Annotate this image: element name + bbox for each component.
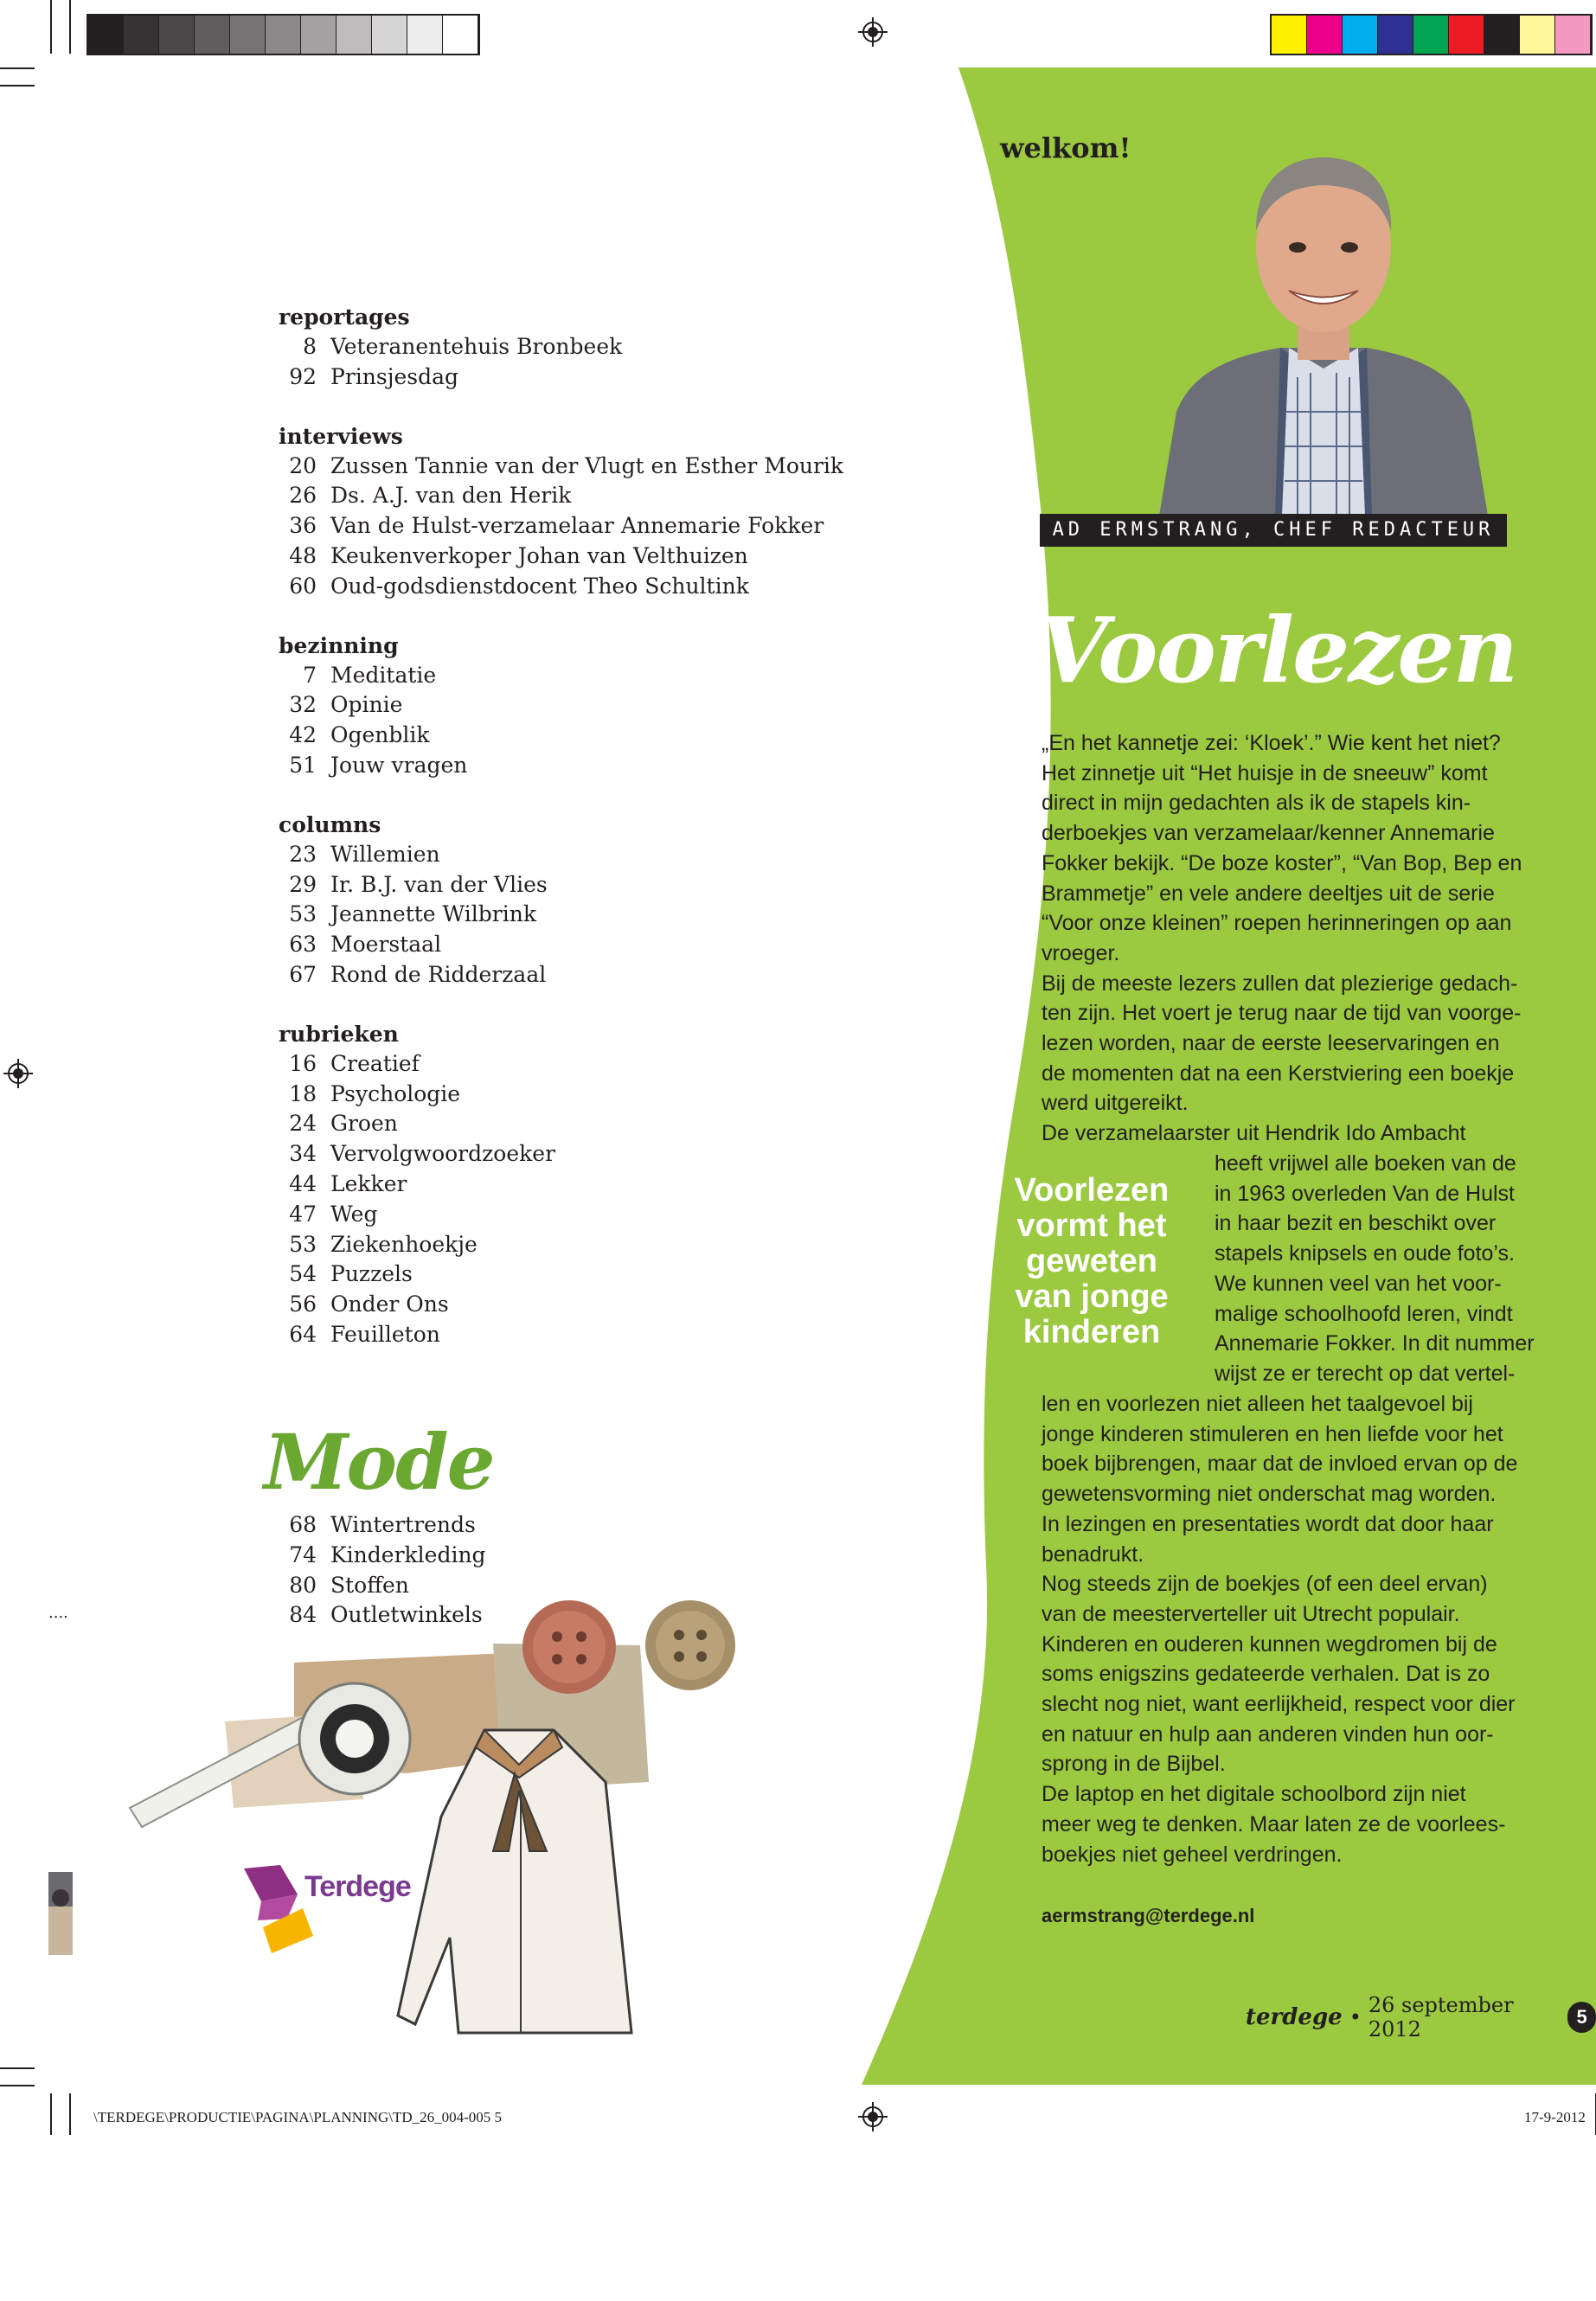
color-swatch <box>1307 16 1343 54</box>
grayscale-swatch <box>195 16 230 54</box>
color-swatch <box>1520 16 1555 54</box>
toc-section <box>279 303 884 393</box>
toc-page-number: 23 <box>289 841 317 867</box>
toc-entry-title: Keukenverkoper Johan van Velthuizen <box>330 542 748 568</box>
grayscale-swatch <box>88 16 124 54</box>
body-line: in 1963 overleden Van de Hulst <box>1215 1181 1515 1206</box>
body-line: de momenten dat na een Kerstviering een boekje <box>1042 1061 1515 1086</box>
crop-mark <box>0 85 35 87</box>
slug-path: \TERDEGE\PRODUCTIE\PAGINA\PLANNING\TD_26_004-005 5 <box>93 2109 503 2125</box>
toc-page-number: 18 <box>289 1080 317 1106</box>
toc-entry[interactable] <box>279 1320 884 1350</box>
pull-quote-line: Voorlezen <box>1014 1172 1170 1208</box>
toc-entry-title: Ir. B.J. van der Vlies <box>330 871 548 897</box>
toc-entry-title: Wintertrends <box>330 1512 476 1537</box>
toc-entry-title: Feuilleton <box>330 1321 440 1347</box>
body-line: „En het kannetje zei: ‘Kloek’.” Wie kent het niet? <box>1042 731 1501 755</box>
toc-entry-title: Ds. A.J. van den Herik <box>330 483 572 509</box>
color-swatch <box>1378 16 1413 54</box>
toc-page-number: 51 <box>289 752 317 778</box>
toc-page-number: 16 <box>289 1050 317 1076</box>
color-swatch <box>1272 16 1307 54</box>
toc-entry-title: Stoffen <box>330 1572 409 1598</box>
grayscale-swatch <box>372 16 407 54</box>
toc-entry-title: Veteranentehuis Bronbeek <box>330 334 623 359</box>
toc-page-number: 63 <box>289 932 317 958</box>
toc-entry-title: Van de Hulst-verzamelaar Annemarie Fokker <box>330 513 824 539</box>
toc-entry-title: Puzzels <box>330 1261 413 1287</box>
toc-entry[interactable] <box>279 1109 884 1139</box>
color-swatch <box>1484 16 1520 54</box>
toc-page-number: 47 <box>289 1201 317 1227</box>
crop-mark <box>50 2093 52 2135</box>
toc-entry[interactable] <box>279 870 884 901</box>
toc-entry-title: Vervolgwoordzoeker <box>330 1141 556 1167</box>
toc-entry-title: Creatief <box>330 1050 420 1076</box>
toc-entry[interactable] <box>279 751 884 781</box>
toc-page-number: 34 <box>289 1141 317 1167</box>
mode-title: Mode <box>264 1417 494 1507</box>
crop-mark <box>50 0 52 54</box>
body-line: slecht nog niet, want eerlijkheid, respect voor dier <box>1042 1692 1516 1717</box>
toc-section <box>279 1020 884 1350</box>
grayscale-swatch <box>159 16 195 54</box>
toc-entry-title: Onder Ons <box>330 1292 449 1317</box>
toc-page-number: 42 <box>289 722 317 748</box>
toc-entry[interactable] <box>279 1259 884 1290</box>
toc-page-number: 53 <box>289 1231 317 1257</box>
body-line: stapels knipsels en oude foto’s. <box>1215 1241 1515 1266</box>
body-line: in haar bezit en beschikt over <box>1215 1211 1497 1236</box>
toc-entry[interactable] <box>279 332 884 362</box>
toc-page-number: 56 <box>289 1292 317 1317</box>
body-line: boekjes niet geheel verdringen. <box>1042 1842 1343 1867</box>
toc-page-number: 20 <box>289 452 317 478</box>
toc-entry[interactable] <box>279 1510 486 1541</box>
toc-page-number: 74 <box>289 1541 317 1567</box>
toc-entry-title: Zussen Tannie van der Vlugt en Esther Mourik <box>330 452 844 478</box>
pull-quote <box>1005 1173 1178 1350</box>
toc-entry-title: Weg <box>330 1201 378 1227</box>
toc-entry[interactable] <box>279 690 884 721</box>
toc-entry-title: Outletwinkels <box>330 1602 483 1628</box>
toc-entry-title: Kinderkleding <box>330 1541 486 1567</box>
crop-mark <box>0 2067 35 2069</box>
toc-entry[interactable] <box>279 1230 884 1260</box>
toc-page-number: 48 <box>289 542 317 568</box>
body-line: Bij de meeste lezers zullen dat plezierige gedach- <box>1042 971 1518 996</box>
toc-entry-title: Willemien <box>330 841 440 867</box>
body-line: ten zijn. Het voert je terug naar de tijd van voorge- <box>1042 1001 1522 1026</box>
body-line: Annemarie Fokker. In dit nummer <box>1215 1331 1535 1356</box>
toc-entry[interactable] <box>279 960 884 990</box>
body-line: Brammetje” en vele andere deeltjes uit de serie <box>1042 881 1495 906</box>
toc-page-number: 92 <box>289 363 317 389</box>
slug-date: 17-9-2012 <box>1524 2109 1586 2125</box>
body-line: jonge kinderen stimuleren en hen liefde voor het <box>1042 1421 1503 1446</box>
toc-entry[interactable] <box>279 900 884 930</box>
body-line: Fokker bekijk. “De boze koster”, “Van Bop, Bep en <box>1042 850 1522 875</box>
editorial-body-mid <box>1215 1149 1571 1389</box>
toc-entry[interactable] <box>279 511 884 542</box>
crop-mark <box>0 67 35 69</box>
toc-entry[interactable] <box>279 661 884 691</box>
toc-section-heading: bezinning <box>279 632 399 658</box>
color-swatch <box>1413 16 1449 54</box>
toc-entry[interactable] <box>279 542 884 572</box>
color-swatch <box>1343 16 1378 54</box>
grayscale-swatch <box>266 16 301 54</box>
color-swatch <box>1555 16 1591 54</box>
grayscale-swatch <box>124 16 159 54</box>
registration-mark-icon <box>3 1059 33 1088</box>
body-line: De laptop en het digitale schoolbord zijn niet <box>1042 1782 1466 1807</box>
crop-mark <box>0 2085 35 2086</box>
body-line: werd uitgereikt. <box>1042 1091 1189 1116</box>
kicker: welkom! <box>1000 131 1131 164</box>
pull-quote-line: kinderen <box>1022 1314 1161 1350</box>
toc-entry-title: Meditatie <box>330 662 437 688</box>
toc-page-number: 54 <box>289 1261 317 1287</box>
body-line: gewetensvorming niet onderschat mag worden. <box>1042 1482 1497 1507</box>
grayscale-swatch <box>443 16 478 54</box>
body-line: soms enigszins gedateerde verhalen. Dat is zo <box>1042 1662 1490 1687</box>
toc-page-number: 36 <box>289 513 317 539</box>
headline: Voorlezen <box>1038 597 1517 703</box>
toc-entry[interactable] <box>279 1049 884 1080</box>
crop-mark <box>69 2093 71 2135</box>
body-line: Kinderen en ouderen kunnen wegdromen bij de <box>1042 1631 1497 1657</box>
toc-entry[interactable] <box>279 1290 884 1320</box>
toc-entry[interactable] <box>279 452 884 482</box>
toc-entry[interactable] <box>279 572 884 602</box>
page-number: 5 <box>1567 2002 1596 2033</box>
body-line: len en voorlezen niet alleen het taalgevoel bij <box>1042 1392 1473 1416</box>
registration-mark-icon <box>858 2102 888 2131</box>
toc-entry-title: Rond de Ridderzaal <box>330 961 547 987</box>
editor-email[interactable]: aermstrang@terdege.nl <box>1042 1905 1255 1926</box>
body-line: benadrukt. <box>1042 1541 1144 1567</box>
toc-section-heading: reportages <box>279 304 410 330</box>
body-line: van de meesterverteller uit Utrecht populair. <box>1042 1601 1460 1626</box>
pull-quote-line: geweten <box>1025 1243 1158 1279</box>
toc-page-number: 80 <box>289 1572 317 1598</box>
toc-page-number: 32 <box>289 692 317 718</box>
color-bar <box>1270 14 1593 55</box>
body-line: De verzamelaarster uit Hendrik Ido Ambacht <box>1042 1121 1466 1146</box>
toc-entry-title: Ogenblik <box>330 722 430 748</box>
toc-page-number: 7 <box>303 662 317 688</box>
body-line: vroeger. <box>1042 940 1120 965</box>
body-line: meer weg te denken. Maar laten ze de voorlees- <box>1042 1811 1506 1836</box>
footer-date: 26 september 2012 <box>1368 1993 1514 2041</box>
toc-entry[interactable] <box>279 481 884 511</box>
toc-entry[interactable] <box>279 930 884 960</box>
toc-page-number: 84 <box>289 1602 317 1628</box>
toc-page-number: 29 <box>289 871 317 897</box>
grayscale-swatch <box>301 16 337 54</box>
body-line: wijst ze er terecht op dat vertel- <box>1215 1361 1516 1386</box>
body-line: sprong in de Bijbel. <box>1042 1752 1226 1777</box>
crop-mark <box>69 0 71 54</box>
toc-section <box>279 631 884 781</box>
footer-separator: • <box>1349 2005 1362 2029</box>
toc-section <box>279 811 884 990</box>
toc-entry[interactable] <box>279 840 884 870</box>
grayscale-swatch <box>230 16 266 54</box>
toc-page-number: 60 <box>289 573 317 599</box>
editorial-body-main <box>1042 728 1571 1149</box>
color-swatch <box>1449 16 1484 54</box>
table-of-contents <box>279 303 884 1380</box>
toc-page-number: 26 <box>289 483 317 509</box>
pull-quote-line: van jonge <box>1015 1279 1169 1315</box>
toc-page-number: 68 <box>289 1512 317 1537</box>
toc-entry-title: Opinie <box>330 692 403 718</box>
toc-entry[interactable] <box>279 1139 884 1170</box>
toc-section-heading: interviews <box>279 423 403 449</box>
grayscale-bar <box>87 14 480 55</box>
photo-caption: AD ERMSTRANG, CHEF REDACTEUR <box>1040 514 1507 547</box>
page-footer <box>1246 1993 1596 2041</box>
editor-portrait <box>1159 152 1488 516</box>
body-line: lezen worden, naar de eerste leeservaringen en <box>1042 1031 1500 1056</box>
body-line: Het zinnetje uit “Het huisje in de sneeuw” komt <box>1042 760 1488 785</box>
toc-entry-title: Psychologie <box>330 1080 461 1106</box>
body-line: en natuur en hulp aan anderen vinden hun oor- <box>1042 1721 1494 1747</box>
body-line: derboekjes van verzamelaar/kenner Annemarie <box>1042 821 1495 846</box>
body-line: direct in mijn gedachten als ik de stapels kin- <box>1042 791 1471 816</box>
fashion-collage-illustration <box>121 1592 753 2041</box>
toc-entry[interactable] <box>279 1170 884 1200</box>
body-line: We kunnen veel van het voor- <box>1215 1271 1502 1296</box>
toc-entry-title: Prinsjesdag <box>330 363 458 389</box>
toc-page-number: 64 <box>289 1321 317 1347</box>
margin-dots: .... <box>48 1604 68 1622</box>
toc-entry[interactable] <box>279 1080 884 1110</box>
toc-entry-title: Moerstaal <box>330 932 442 958</box>
body-line: heeft vrijwel alle boeken van de <box>1215 1151 1516 1176</box>
toc-entry-title: Jeannette Wilbrink <box>330 901 537 927</box>
toc-page-number: 67 <box>289 961 317 987</box>
toc-entry[interactable] <box>279 362 884 393</box>
footer-brand: terdege <box>1246 2004 1343 2030</box>
toc-page-number: 44 <box>289 1170 317 1196</box>
toc-entry[interactable] <box>279 1200 884 1230</box>
toc-entry-title: Lekker <box>330 1170 407 1196</box>
toc-entry-title: Groen <box>330 1111 398 1137</box>
body-line: In lezingen en presentaties wordt dat door haar <box>1042 1511 1494 1536</box>
registration-mark-icon <box>858 17 888 47</box>
toc-entry-title: Jouw vragen <box>330 752 468 778</box>
toc-page-number: 8 <box>303 334 317 359</box>
pull-quote-line: vormt het <box>1016 1208 1167 1244</box>
toc-section-heading: rubrieken <box>279 1021 399 1047</box>
terdege-logo-text: Terdege <box>304 1870 411 1903</box>
toc-entry[interactable] <box>279 1541 486 1571</box>
body-line: “Voor onze kleinen” roepen herinneringen op aan <box>1042 911 1512 936</box>
adjacent-page-photo <box>48 1872 73 1955</box>
body-line: Nog steeds zijn de boekjes (of een deel ervan) <box>1042 1572 1488 1597</box>
toc-page-number: 24 <box>289 1111 317 1137</box>
body-line: malige schoolhoofd leren, vindt <box>1215 1301 1513 1326</box>
grayscale-swatch <box>337 16 372 54</box>
grayscale-swatch <box>407 16 443 54</box>
toc-section-heading: columns <box>279 811 381 837</box>
body-line: boek bijbrengen, maar dat de invloed ervan op de <box>1042 1452 1518 1477</box>
toc-entry-title: Ziekenhoekje <box>330 1231 478 1257</box>
editorial-body-tail <box>1042 1389 1571 1869</box>
toc-entry[interactable] <box>279 721 884 751</box>
toc-section <box>279 422 884 602</box>
toc-entry-title: Oud-godsdienstdocent Theo Schultink <box>330 573 749 599</box>
toc-page-number: 53 <box>289 901 317 927</box>
